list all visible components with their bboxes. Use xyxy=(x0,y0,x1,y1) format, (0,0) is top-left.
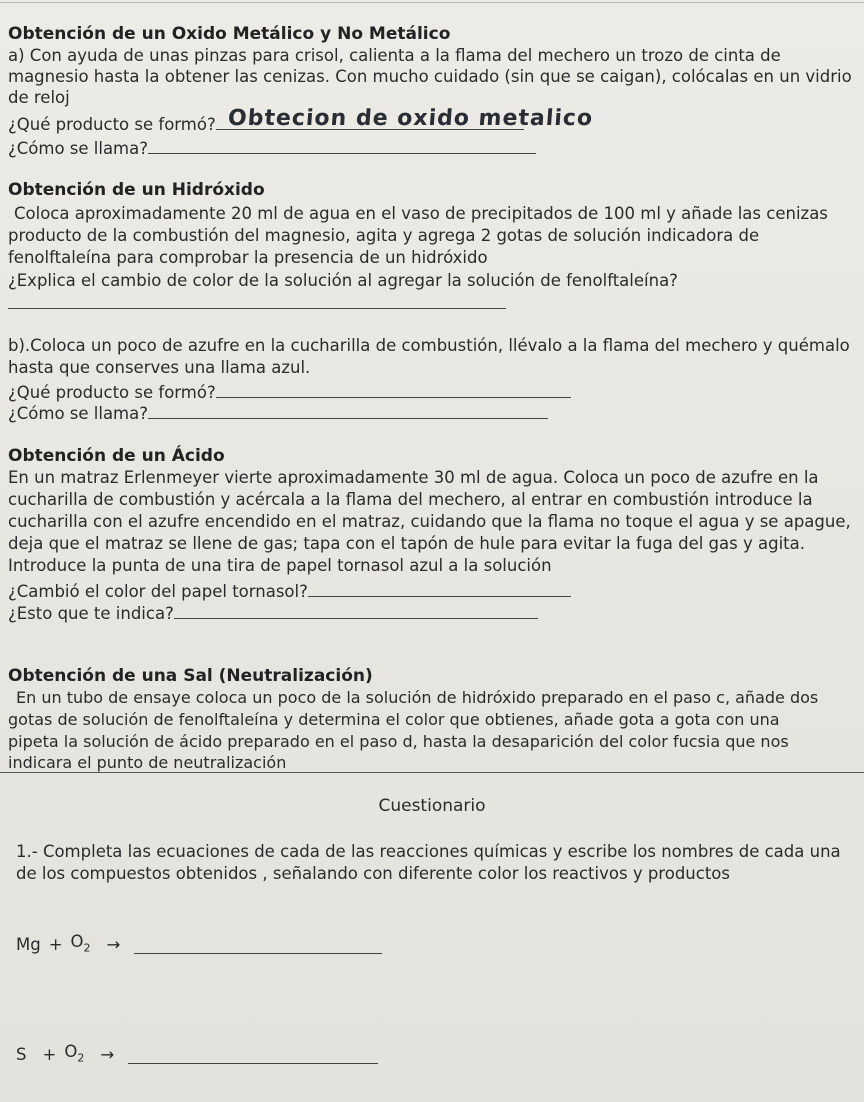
section5-para-line: indicara el punto de neutralización xyxy=(8,753,287,772)
question-label: ¿Cómo se llama? xyxy=(8,404,149,423)
section4-para-line: En un matraz Erlenmeyer vierte aproximadamente 30 ml de agua. Coloca un poco de azufre en la xyxy=(8,468,819,487)
answer-blank[interactable] xyxy=(148,402,548,419)
section4-question-litmus xyxy=(8,580,571,602)
section5-para-line: gotas de solución de fenolftaleína y determina el color que obtienes, añade gota a gota con una xyxy=(8,710,780,729)
section5-para-line: pipeta la solución de ácido preparado en el paso d, hasta la desaparición del color fucsia que nos xyxy=(8,732,789,751)
questionnaire-title: Cuestionario xyxy=(378,796,486,816)
section1-title: Obtención de un Oxido Metálico y No Metálico xyxy=(8,24,451,44)
question-label: ¿Esto que te indica? xyxy=(8,604,174,623)
section1-question-name xyxy=(8,137,536,159)
section2-para-line: producto de la combustión del magnesio, agita y agrega 2 gotas de solución indicadora de xyxy=(8,226,760,245)
section4-para-line: deja que el matraz se llene de gas; tapa con el tapón de hule para evitar la fuga del gas y agita. xyxy=(8,534,805,553)
arrow-icon: → xyxy=(100,1045,115,1065)
answer-blank[interactable] xyxy=(308,580,571,597)
section5-para-line: En un tubo de ensaye coloca un poco de la solución de hidróxido preparado en el paso c, añade dos xyxy=(16,688,819,707)
section3-para-line: b).Coloca un poco de azufre en la cucharilla de combustión, llévalo a la flama del mechero y quémalo xyxy=(8,336,850,355)
questionnaire-q1-line: 1.- Completa las ecuaciones de cada de las reacciones químicas y escribe los nombres de cada una xyxy=(16,842,841,861)
section1-para-line: de reloj xyxy=(8,88,70,107)
section4-title: Obtención de un Ácido xyxy=(8,446,225,466)
divider xyxy=(0,772,864,773)
section1-para-line: magnesio hasta la obtener las cenizas. Con mucho cuidado (sin que se caigan), colócalas en un vidrio xyxy=(8,67,852,86)
section1-para-line: a) Con ayuda de unas pinzas para crisol, calienta a la flama del mechero un trozo de cinta de xyxy=(8,46,781,65)
section5-title: Obtención de una Sal (Neutralización) xyxy=(8,666,373,686)
answer-blank[interactable] xyxy=(216,381,571,398)
question-label: ¿Cómo se llama? xyxy=(8,139,149,158)
answer-blank[interactable] xyxy=(174,602,538,619)
section3-question-product xyxy=(8,381,571,403)
equation-s-o2 xyxy=(16,1042,378,1064)
section4-question-indicates xyxy=(8,602,538,624)
section4-para-line: cucharilla con el azufre encendido en el matraz, cuidando que la flama no toque el agua y se apague, xyxy=(8,512,851,531)
section2-para-line: Coloca aproximadamente 20 ml de agua en el vaso de precipitados de 100 ml y añade las cenizas xyxy=(14,204,828,223)
reactant-o2: $O_2$ xyxy=(70,932,91,955)
section2-para-line: fenolftaleína para comprobar la presencia de un hidróxido xyxy=(8,248,488,267)
question-label: ¿Cambió el color del papel tornasol? xyxy=(8,582,308,601)
answer-blank[interactable] xyxy=(148,137,536,154)
equation-mg-o2 xyxy=(16,932,382,954)
section4-para-line: cucharilla de combustión y acércala a la flama del mechero, al entrar en combustión introduce la xyxy=(8,490,813,509)
product-blank[interactable] xyxy=(134,937,382,954)
reactant-o2: $O_2$ xyxy=(64,1042,85,1065)
section3-para-line: hasta que conserves una llama azul. xyxy=(8,358,311,377)
section3-question-name xyxy=(8,402,548,424)
section4-para-line: Introduce la punta de una tira de papel tornasol azul a la solución xyxy=(8,556,552,575)
arrow-icon: → xyxy=(106,935,121,955)
question-label: ¿Qué producto se formó? xyxy=(8,383,216,402)
questionnaire-q1-line: de los compuestos obtenidos , señalando con diferente color los reactivos y productos xyxy=(16,864,730,883)
section2-answer-line xyxy=(8,292,506,314)
answer-blank[interactable] xyxy=(8,292,506,309)
plus-sign: + xyxy=(48,935,63,955)
top-border xyxy=(0,2,864,3)
product-blank[interactable] xyxy=(128,1047,378,1064)
section2-title: Obtención de un Hidróxido xyxy=(8,180,265,200)
reactant-mg: Mg xyxy=(16,935,41,955)
question-label: ¿Qué producto se formó? xyxy=(8,115,216,134)
section2-question: ¿Explica el cambio de color de la solución al agregar la solución de fenolftaleína? xyxy=(8,271,678,290)
handwritten-answer: Obtecion de oxido metalico xyxy=(227,106,594,131)
plus-sign: + xyxy=(42,1045,57,1065)
reactant-s: S xyxy=(16,1045,27,1065)
